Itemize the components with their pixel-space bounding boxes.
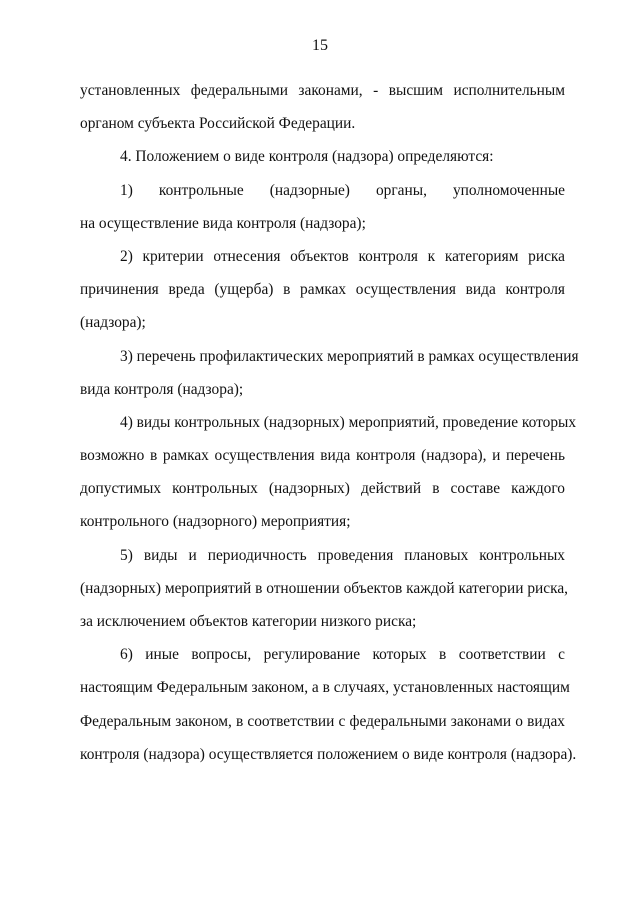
text-line: 6) иные вопросы, регулирование которых в соответствии с: [120, 646, 565, 664]
text-line: Федеральным законом, в соответствии с федеральными законами о видах: [80, 712, 565, 730]
page-number: 15: [312, 37, 328, 54]
text-line: настоящим Федеральным законом, а в случаях, установленных настоящим: [80, 679, 570, 697]
text-line: на осуществление вида контроля (надзора);: [80, 214, 366, 232]
text-line: установленных федеральными законами, - высшим исполнительным: [80, 82, 565, 99]
text-line: органом субъекта Российской Федерации.: [80, 115, 356, 133]
text-line: 2) критерии отнесения объектов контроля к категориям риска: [120, 247, 565, 265]
text-line: (надзорных) мероприятий в отношении объектов каждой категории риска,: [80, 579, 569, 597]
text-line: 5) виды и периодичность проведения плановых контрольных: [120, 546, 565, 564]
text-line: допустимых контрольных (надзорных) действий в составе каждого: [80, 480, 565, 498]
text-line: 4) виды контрольных (надзорных) мероприятий, проведение которых: [120, 413, 577, 431]
paragraph-subitem-3: [80, 340, 579, 406]
paragraph-subitem-5: [80, 539, 569, 639]
text-line: возможно в рамках осуществления вида контроля (надзора), и перечень: [80, 447, 565, 465]
paragraph-subitem-4: [80, 406, 577, 539]
document-body: [80, 74, 579, 771]
paragraph-subitem-2: [80, 240, 565, 340]
text-line: за исключением объектов категории низкого риска;: [80, 613, 417, 630]
text-line: контроля (надзора) осуществляется положением о виде контроля (надзора).: [80, 745, 577, 763]
paragraph-continuation: [80, 74, 565, 140]
paragraph-subitem-6: [80, 638, 577, 771]
text-line: вида контроля (надзора);: [80, 380, 244, 398]
paragraph-item-4-heading: [80, 140, 565, 173]
text-line: (надзора);: [80, 314, 146, 332]
paragraph-subitem-1: [80, 174, 565, 240]
text-line: 1) контрольные (надзорные) органы, уполномоченные: [120, 181, 565, 199]
text-line: контрольного (надзорного) мероприятия;: [80, 513, 351, 531]
text-line: причинения вреда (ущерба) в рамках осуществления вида контроля: [80, 281, 565, 299]
text-line: 4. Положением о виде контроля (надзора) определяются:: [120, 148, 494, 166]
text-line: 3) перечень профилактических мероприятий в рамках осуществления: [120, 347, 579, 365]
